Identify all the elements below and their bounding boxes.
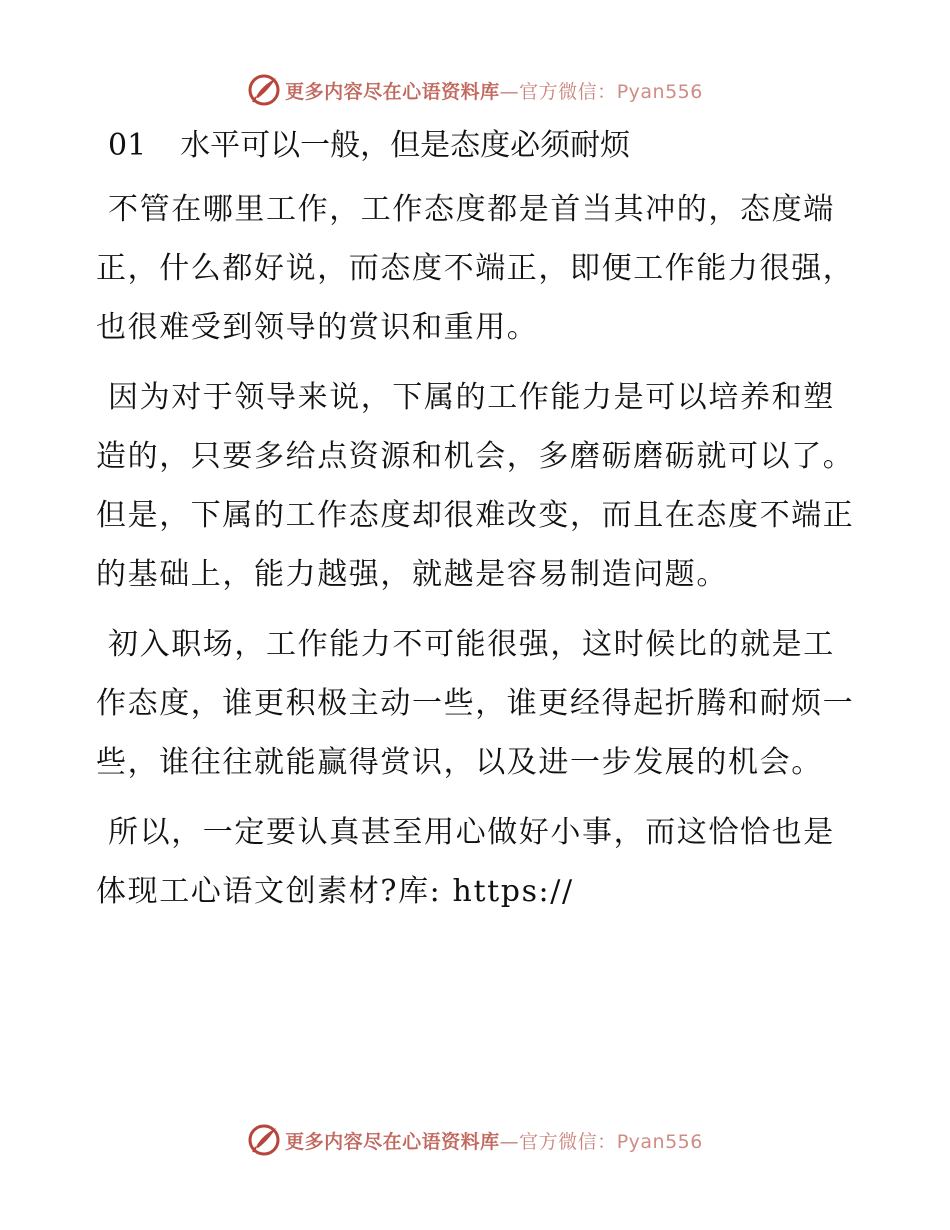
banner-text: [285, 1127, 703, 1154]
section-heading: [108, 124, 856, 168]
banner-dash: —: [499, 80, 520, 103]
paragraph-2: 因为对于领导来说，下属的工作能力是可以培养和塑造的，只要多给点资源和机会，多磨砺磨砺就可以了。但是，下属的工作态度却很难改变，而且在态度不端正的基础上，能力越强，就越是容易制造问题。: [96, 380, 855, 592]
banner-text: [285, 77, 703, 104]
banner-handle: Pyan556: [616, 1130, 703, 1153]
paragraph-4: 所以，一定要认真甚至用心做好小事，而这恰恰也是体现工心语文创素材?库: https://: [96, 815, 835, 909]
banner-wechat-label: 官方微信：: [519, 80, 617, 103]
paragraph-3: 初入职场，工作能力不可能很强，这时候比的就是工作态度，谁更积极主动一些，谁更经得起折腾和耐烦一些，谁往往就能赢得赏识，以及进一步发展的机会。: [96, 627, 855, 780]
banner-site-text: 更多内容尽在心语资料库: [285, 80, 500, 103]
banner-wechat-label: 官方微信：: [519, 1130, 617, 1153]
quill-logo-icon: [247, 1123, 281, 1157]
section-number: 01: [108, 128, 147, 163]
banner-handle: Pyan556: [616, 80, 703, 103]
footer-watermark-banner: [0, 1120, 950, 1160]
banner-site-text: 更多内容尽在心语资料库: [285, 1130, 500, 1153]
quill-logo-icon: [247, 73, 281, 107]
paragraph-1: 不管在哪里工作，工作态度都是首当其冲的，态度端正，什么都好说，而态度不端正，即便工作能力很强，也很难受到领导的赏识和重用。: [96, 192, 855, 345]
section-title: 水平可以一般，但是态度必须耐烦: [180, 128, 631, 163]
banner-dash: —: [499, 1130, 520, 1153]
document-body: [96, 124, 856, 932]
header-watermark-banner: [0, 70, 950, 110]
